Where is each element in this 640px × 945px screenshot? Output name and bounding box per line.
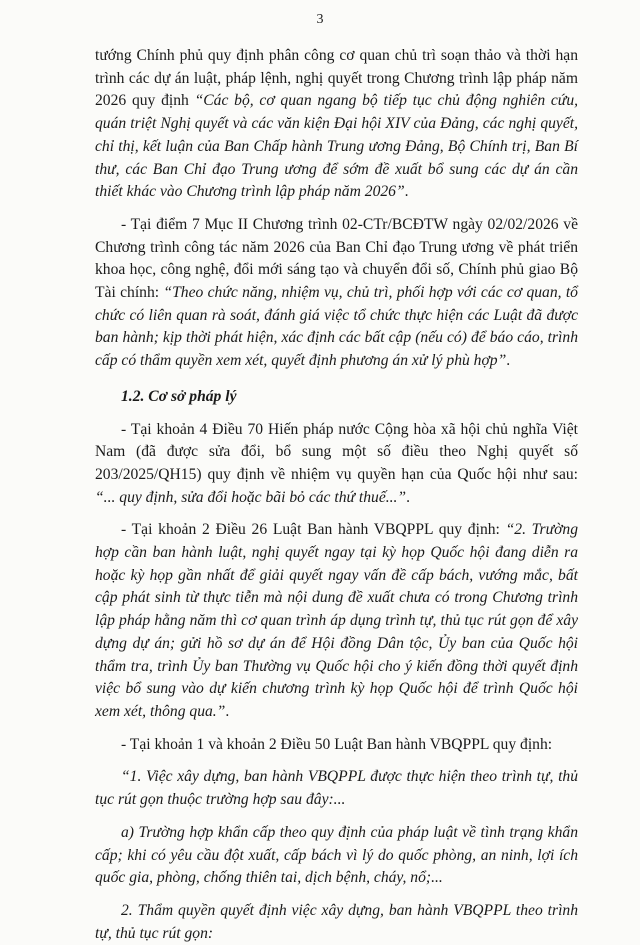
quoted-text: a) Trường hợp khẩn cấp theo quy định của pháp luật về tình trạng khẩn cấp; khi có yêu cầu đột xuất, cấp bách vì lý do quốc phòng, an ninh, lợi ích quốc gia, phòng, chống thiên tai, dịch bệnh, cháy, nổ;... — [95, 823, 578, 887]
paragraph-punctuation: . — [404, 183, 409, 201]
document-body — [95, 45, 578, 945]
quote-clause-2 — [95, 900, 578, 945]
quoted-text: “Theo chức năng, nhiệm vụ, chủ trì, phối hợp với các cơ quan, tổ chức có liên quan rà soát, đánh giá việc tổ chức thực hiện các Luật đã được ban hành; kịp thời phát hiện, xác định các bất cập (nếu có) để báo cáo, trình cấp có thẩm quyền xem xét, quyết định phương án xử lý phù hợp” — [95, 284, 578, 370]
quoted-text: “2. Trường hợp cần ban hành luật, nghị quyết ngay tại kỳ họp Quốc hội đang diễn ra hoặc kỳ họp gần nhất để giải quyết ngay vấn đề cấp bách, vướng mắc, bất cập phát sinh từ thực tiễn mà nội dung đề xuất chưa có trong Chương trình lập pháp hằng năm thì cơ quan trình áp dụng trình tự, thủ tục rút gọn để xây dựng dự án; gửi hồ sơ dự án để Hội đồng Dân tộc, Ủy ban của Quốc hội thẩm tra, trình Ủy ban Thường vụ Quốc hội cho ý kiến đồng thời quyết định việc bổ sung vào dự kiến chương trình kỳ họp Quốc hội để trình Quốc hội xem xét, thông qua.” — [95, 521, 578, 720]
paragraph-punctuation: . — [506, 352, 511, 370]
quoted-text: “1. Việc xây dựng, ban hành VBQPPL được thực hiện theo trình tự, thủ tục rút gọn thuộc trường hợp sau đây:... — [95, 768, 578, 809]
paragraph-constitution — [95, 419, 578, 510]
paragraph-text: - Tại khoản 2 Điều 26 Luật Ban hành VBQPPL quy định: — [121, 521, 506, 539]
paragraph-article-26 — [95, 519, 578, 723]
paragraph-punctuation: . — [406, 488, 411, 506]
paragraph-government-assignment — [95, 45, 578, 204]
quoted-text: “... quy định, sửa đổi hoặc bãi bỏ các thứ thuế...” — [95, 488, 407, 506]
section-heading-legal-basis: 1.2. Cơ sở pháp lý — [121, 387, 237, 405]
paragraph-punctuation: . — [225, 702, 230, 720]
page-number: 3 — [316, 12, 324, 27]
quoted-text: “Các bộ, cơ quan ngang bộ tiếp tục chủ động nghiên cứu, quán triệt Nghị quyết và các văn kiện Đại hội XIV của Đảng, các nghị quyết, chỉ thị, kết luận của Ban Chấp hành Trung ương Đảng, Bộ Chính trị, Ban Bí thư, các Ban Chỉ đạo Trung ương để sớm đề xuất bổ sung các dự án cần thiết khác vào Chương trình lập pháp năm 2026” — [95, 92, 579, 201]
quote-clause-1a — [95, 822, 578, 890]
paragraph-text: - Tại khoản 4 Điều 70 Hiến pháp nước Cộng hòa xã hội chủ nghĩa Việt Nam (đã được sửa đổi, bổ sung một số điều theo Nghị quyết số 203/2025/QH15) quy định về nhiệm vụ quyền hạn của Quốc hội như sau: — [95, 420, 578, 483]
paragraph-text: tướng Chính phủ quy định phân công cơ quan chủ trì soạn thảo và thời hạn trình các dự án luật, pháp lệnh, nghị quyết trong Chương trình lập pháp năm 2026 quy định — [95, 47, 578, 110]
quoted-text: 2. Thẩm quyền quyết định việc xây dựng, ban hành VBQPPL theo trình tự, thủ tục rút gọn: — [95, 901, 578, 942]
quote-clause-1 — [95, 766, 578, 811]
paragraph-text: - Tại điểm 7 Mục II Chương trình 02-CTr/BCĐTW ngày 02/02/2026 về Chương trình công tác năm 2026 của Ban Chỉ đạo Trung ương về phát triển khoa học, công nghệ, đổi mới sáng tạo và chuyển đổi số, Chính phủ giao Bộ Tài chính: — [95, 215, 578, 302]
paragraph-steering-committee — [95, 214, 578, 373]
paragraph-article-50: - Tại khoản 1 và khoản 2 Điều 50 Luật Ban hành VBQPPL quy định: — [121, 735, 553, 753]
